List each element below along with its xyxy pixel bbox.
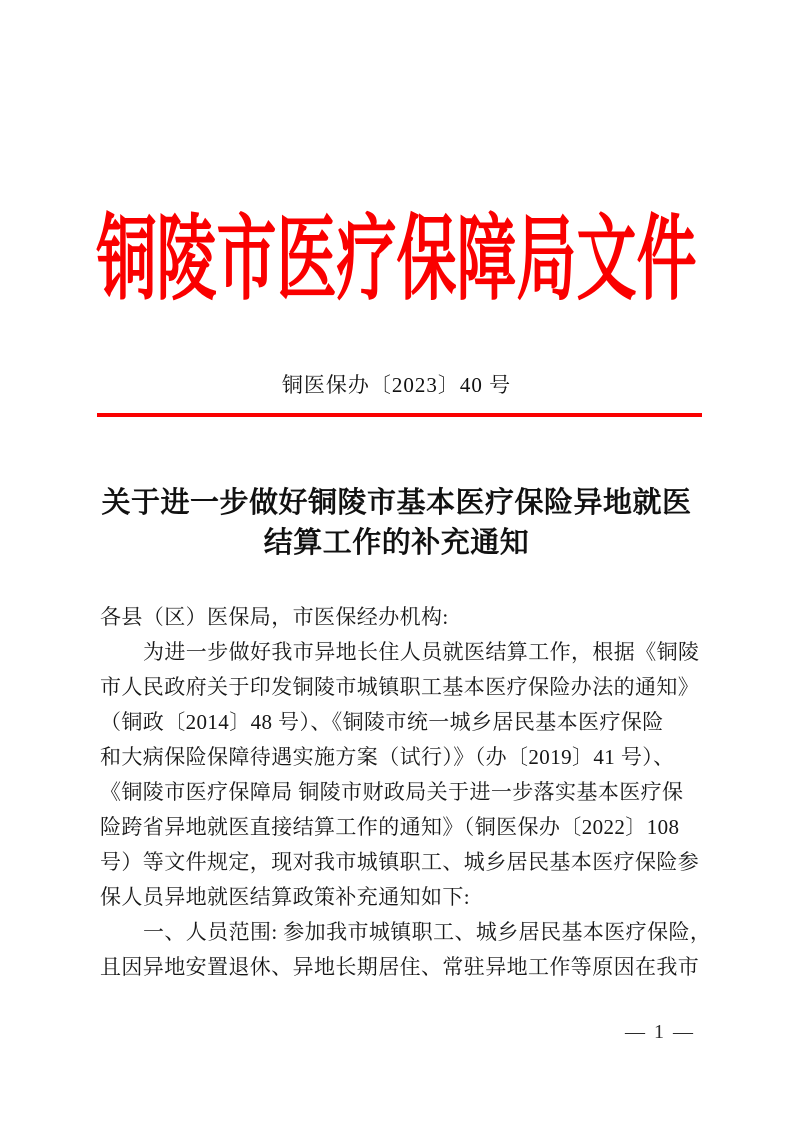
body-line: 为进一步做好我市异地长住人员就医结算工作，根据《铜陵: [143, 640, 700, 664]
red-divider-line: [97, 413, 702, 417]
body-line: 且因异地安置退休、异地长期居住、常驻异地工作等原因在我市: [100, 955, 700, 979]
document-body: [100, 600, 712, 985]
doc-number: 铜医保办〔2023〕40 号: [281, 373, 512, 397]
body-line: 一、人员范围: 参加我市城镇职工、城乡居民基本医疗保险，: [143, 920, 712, 944]
document-title-line1: 关于进一步做好铜陵市基本医疗保险异地就医: [101, 487, 692, 519]
document-title-line2: 结算工作的补充通知: [263, 527, 530, 559]
body-line: 号）等文件规定，现对我市城镇职工、城乡居民基本医疗保险参: [100, 850, 700, 874]
page-number: — 1 —: [625, 1021, 695, 1043]
body-line: 保人员异地就医结算政策补充通知如下:: [100, 885, 471, 909]
body-line-salutation: 各县（区）医保局，市医保经办机构:: [100, 605, 449, 629]
body-line: 市人民政府关于印发铜陵市城镇职工基本医疗保险办法的通知》: [100, 675, 700, 699]
body-line: 《铜陵市医疗保障局 铜陵市财政局关于进一步落实基本医疗保: [100, 780, 684, 804]
body-line: （铜政〔2014〕48 号）、《铜陵市统一城乡居民基本医疗保险: [100, 710, 664, 734]
body-line: 险跨省异地就医直接结算工作的通知》（铜医保办〔2022〕108: [100, 815, 680, 839]
agency-banner-text: 铜陵市医疗保障局文件: [96, 208, 697, 312]
body-line: 和大病保险保障待遇实施方案（试行）》（办〔2019〕41 号）、: [100, 745, 675, 769]
agency-banner: [0, 208, 793, 312]
document-title: [40, 483, 753, 563]
